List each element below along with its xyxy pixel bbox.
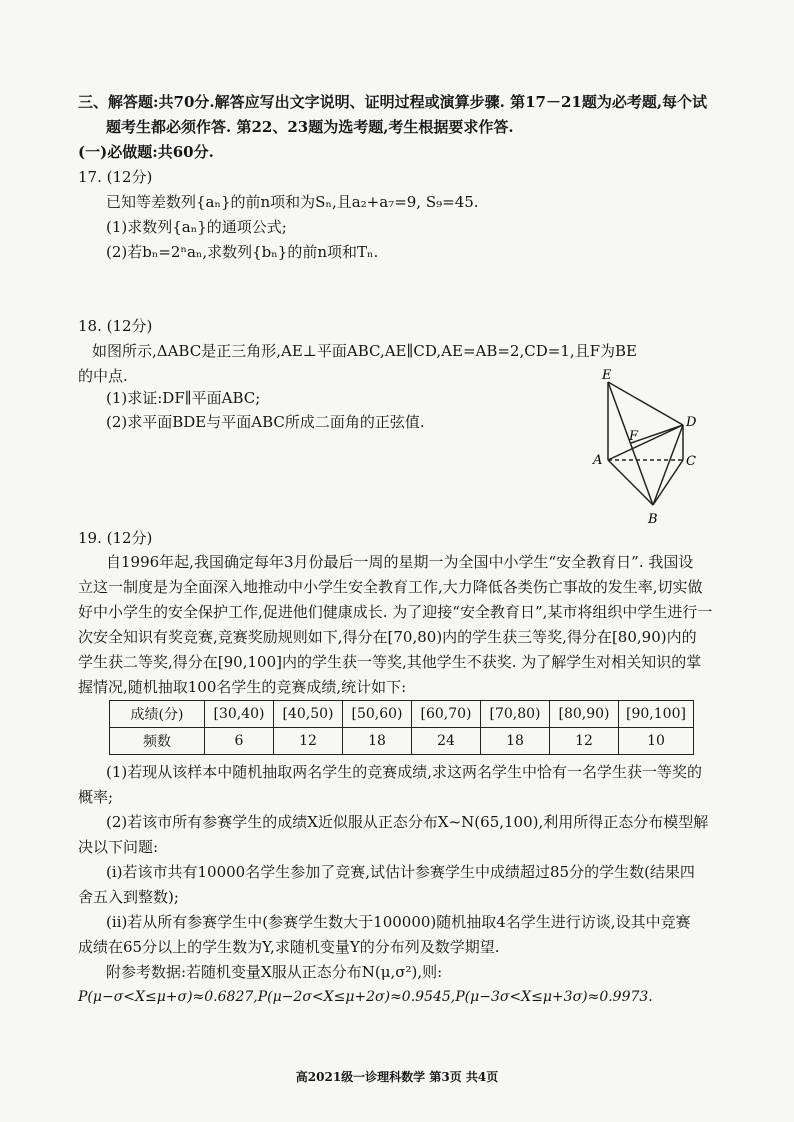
- label-E: E: [602, 368, 612, 383]
- table-cell-count: 24: [412, 728, 481, 755]
- q19-sub-i-line1: (ⅰ)若该市共有10000名学生参加了竞赛,试估计参赛学生中成绩超过85分的学生数(结果四: [106, 863, 695, 881]
- q19-para-line3: 好中小学生的安全保护工作,促进他们健康成长. 为了迎接“安全教育日”,某市将组织中学生进行一: [78, 603, 713, 621]
- label-F: F: [629, 429, 639, 444]
- q17-part2: (2)若bₙ=2ⁿaₙ,求数列{bₙ}的前n项和Tₙ.: [106, 243, 379, 261]
- edge-ED: [608, 382, 683, 425]
- q19-para-line2: 立这一制度是为全面深入地推动中小学生安全教育工作,大力降低各类伤亡事故的发生率,切实做: [78, 578, 703, 596]
- q18-stem-line1: 如图所示,ΔABC是正三角形,AE⊥平面ABC,AE∥CD,AE=AB=2,CD=1,且F为BE: [92, 342, 638, 360]
- q18-header: 18. (12分): [78, 317, 153, 335]
- q17-header: 17. (12分): [78, 168, 153, 186]
- edge-AB: [608, 460, 653, 505]
- table-header-frequency: 频数: [110, 728, 205, 755]
- q19-sub-i-line2: 舍五入到整数);: [78, 888, 179, 906]
- section-title-line2: 题考生都必须作答. 第22、23题为选考题,考生根据要求作答.: [106, 118, 514, 136]
- geometry-figure: [588, 365, 708, 530]
- q19-para-line5: 学生获二等奖,得分在[90,100]内的学生获一等奖,其他学生不获奖. 为了解学生对相关知识的掌: [78, 653, 702, 671]
- q19-sub-ii-line2: 成绩在65分以上的学生数为Y,求随机变量Y的分布列及数学期望.: [78, 938, 500, 956]
- q19-part2-line2: 决以下问题:: [78, 838, 159, 856]
- label-A: A: [593, 453, 603, 468]
- q19-reference-formula: P(μ−σ<X≤μ+σ)≈0.6827,P(μ−2σ<X≤μ+2σ)≈0.9545,P(μ−3σ<X≤μ+3σ)≈0.9973.: [78, 989, 653, 1005]
- q19-sub-ii-line1: (ⅱ)若从所有参赛学生中(参赛学生数大于100000)随机抽取4名学生进行访谈,设其中竞赛: [106, 913, 691, 931]
- subsection-title: (一)必做题:共60分.: [78, 143, 214, 161]
- table-header-score: 成绩(分): [110, 701, 205, 728]
- table-cell-count: 12: [274, 728, 343, 755]
- q18-stem-line2: 的中点.: [78, 367, 128, 385]
- q18-part2: (2)求平面BDE与平面ABC所成二面角的正弦值.: [106, 413, 425, 431]
- label-D: D: [686, 415, 697, 430]
- label-B: B: [648, 512, 658, 527]
- q19-part1-line2: 概率;: [78, 788, 114, 806]
- table-cell-count: 18: [343, 728, 412, 755]
- q17-part1: (1)求数列{aₙ}的通项公式;: [106, 218, 287, 236]
- page-footer: 高2021级一诊理科数学 第3页 共4页: [295, 1070, 499, 1084]
- table-row-counts: [110, 728, 694, 755]
- q19-reference-intro: 附参考数据:若随机变量X服从正态分布N(μ,σ²),则:: [106, 963, 443, 981]
- q19-header: 19. (12分): [78, 529, 153, 547]
- table-cell-count: 10: [619, 728, 694, 755]
- q17-stem: 已知等差数列{aₙ}的前n项和为Sₙ,且a₂+a₇=9, S₉=45.: [106, 193, 479, 211]
- q19-part1-line1: (1)若现从该样本中随机抽取两名学生的竞赛成绩,求这两名学生中恰有一名学生获一等奖的: [106, 763, 703, 781]
- table-cell-count: 18: [481, 728, 550, 755]
- label-C: C: [686, 454, 696, 469]
- q19-para-line1: 自1996年起,我国确定每年3月份最后一周的星期一为全国中小学生“安全教育日”. 我国设: [106, 553, 694, 571]
- q19-para-line4: 次安全知识有奖竞赛,竞赛奖励规则如下,得分在[70,80)内的学生获三等奖,得分在[80,90)内的: [78, 628, 697, 646]
- table-cell-interval: [60,70): [412, 701, 481, 728]
- edge-DF: [631, 425, 683, 443]
- table-cell-count: 12: [550, 728, 619, 755]
- table-cell-interval: [90,100]: [619, 701, 694, 728]
- q19-part2-line1: (2)若该市所有参赛学生的成绩X近似服从正态分布X~N(65,100),利用所得正态分布模型解: [106, 813, 709, 831]
- q18-part1: (1)求证:DF∥平面ABC;: [106, 389, 261, 407]
- table-cell-interval: [40,50): [274, 701, 343, 728]
- table-cell-interval: [30,40): [205, 701, 274, 728]
- q19-para-line6: 握情况,随机抽取100名学生的竞赛成绩,统计如下:: [78, 678, 407, 696]
- table-cell-count: 6: [205, 728, 274, 755]
- table-cell-interval: [70,80): [481, 701, 550, 728]
- frequency-table: [109, 700, 694, 755]
- table-cell-interval: [80,90): [550, 701, 619, 728]
- table-row-intervals: [110, 701, 694, 728]
- table-cell-interval: [50,60): [343, 701, 412, 728]
- section-title-line1: 三、解答题:共70分.解答应写出文字说明、证明过程或演算步骤. 第17－21题为必考题,每个试: [78, 93, 708, 111]
